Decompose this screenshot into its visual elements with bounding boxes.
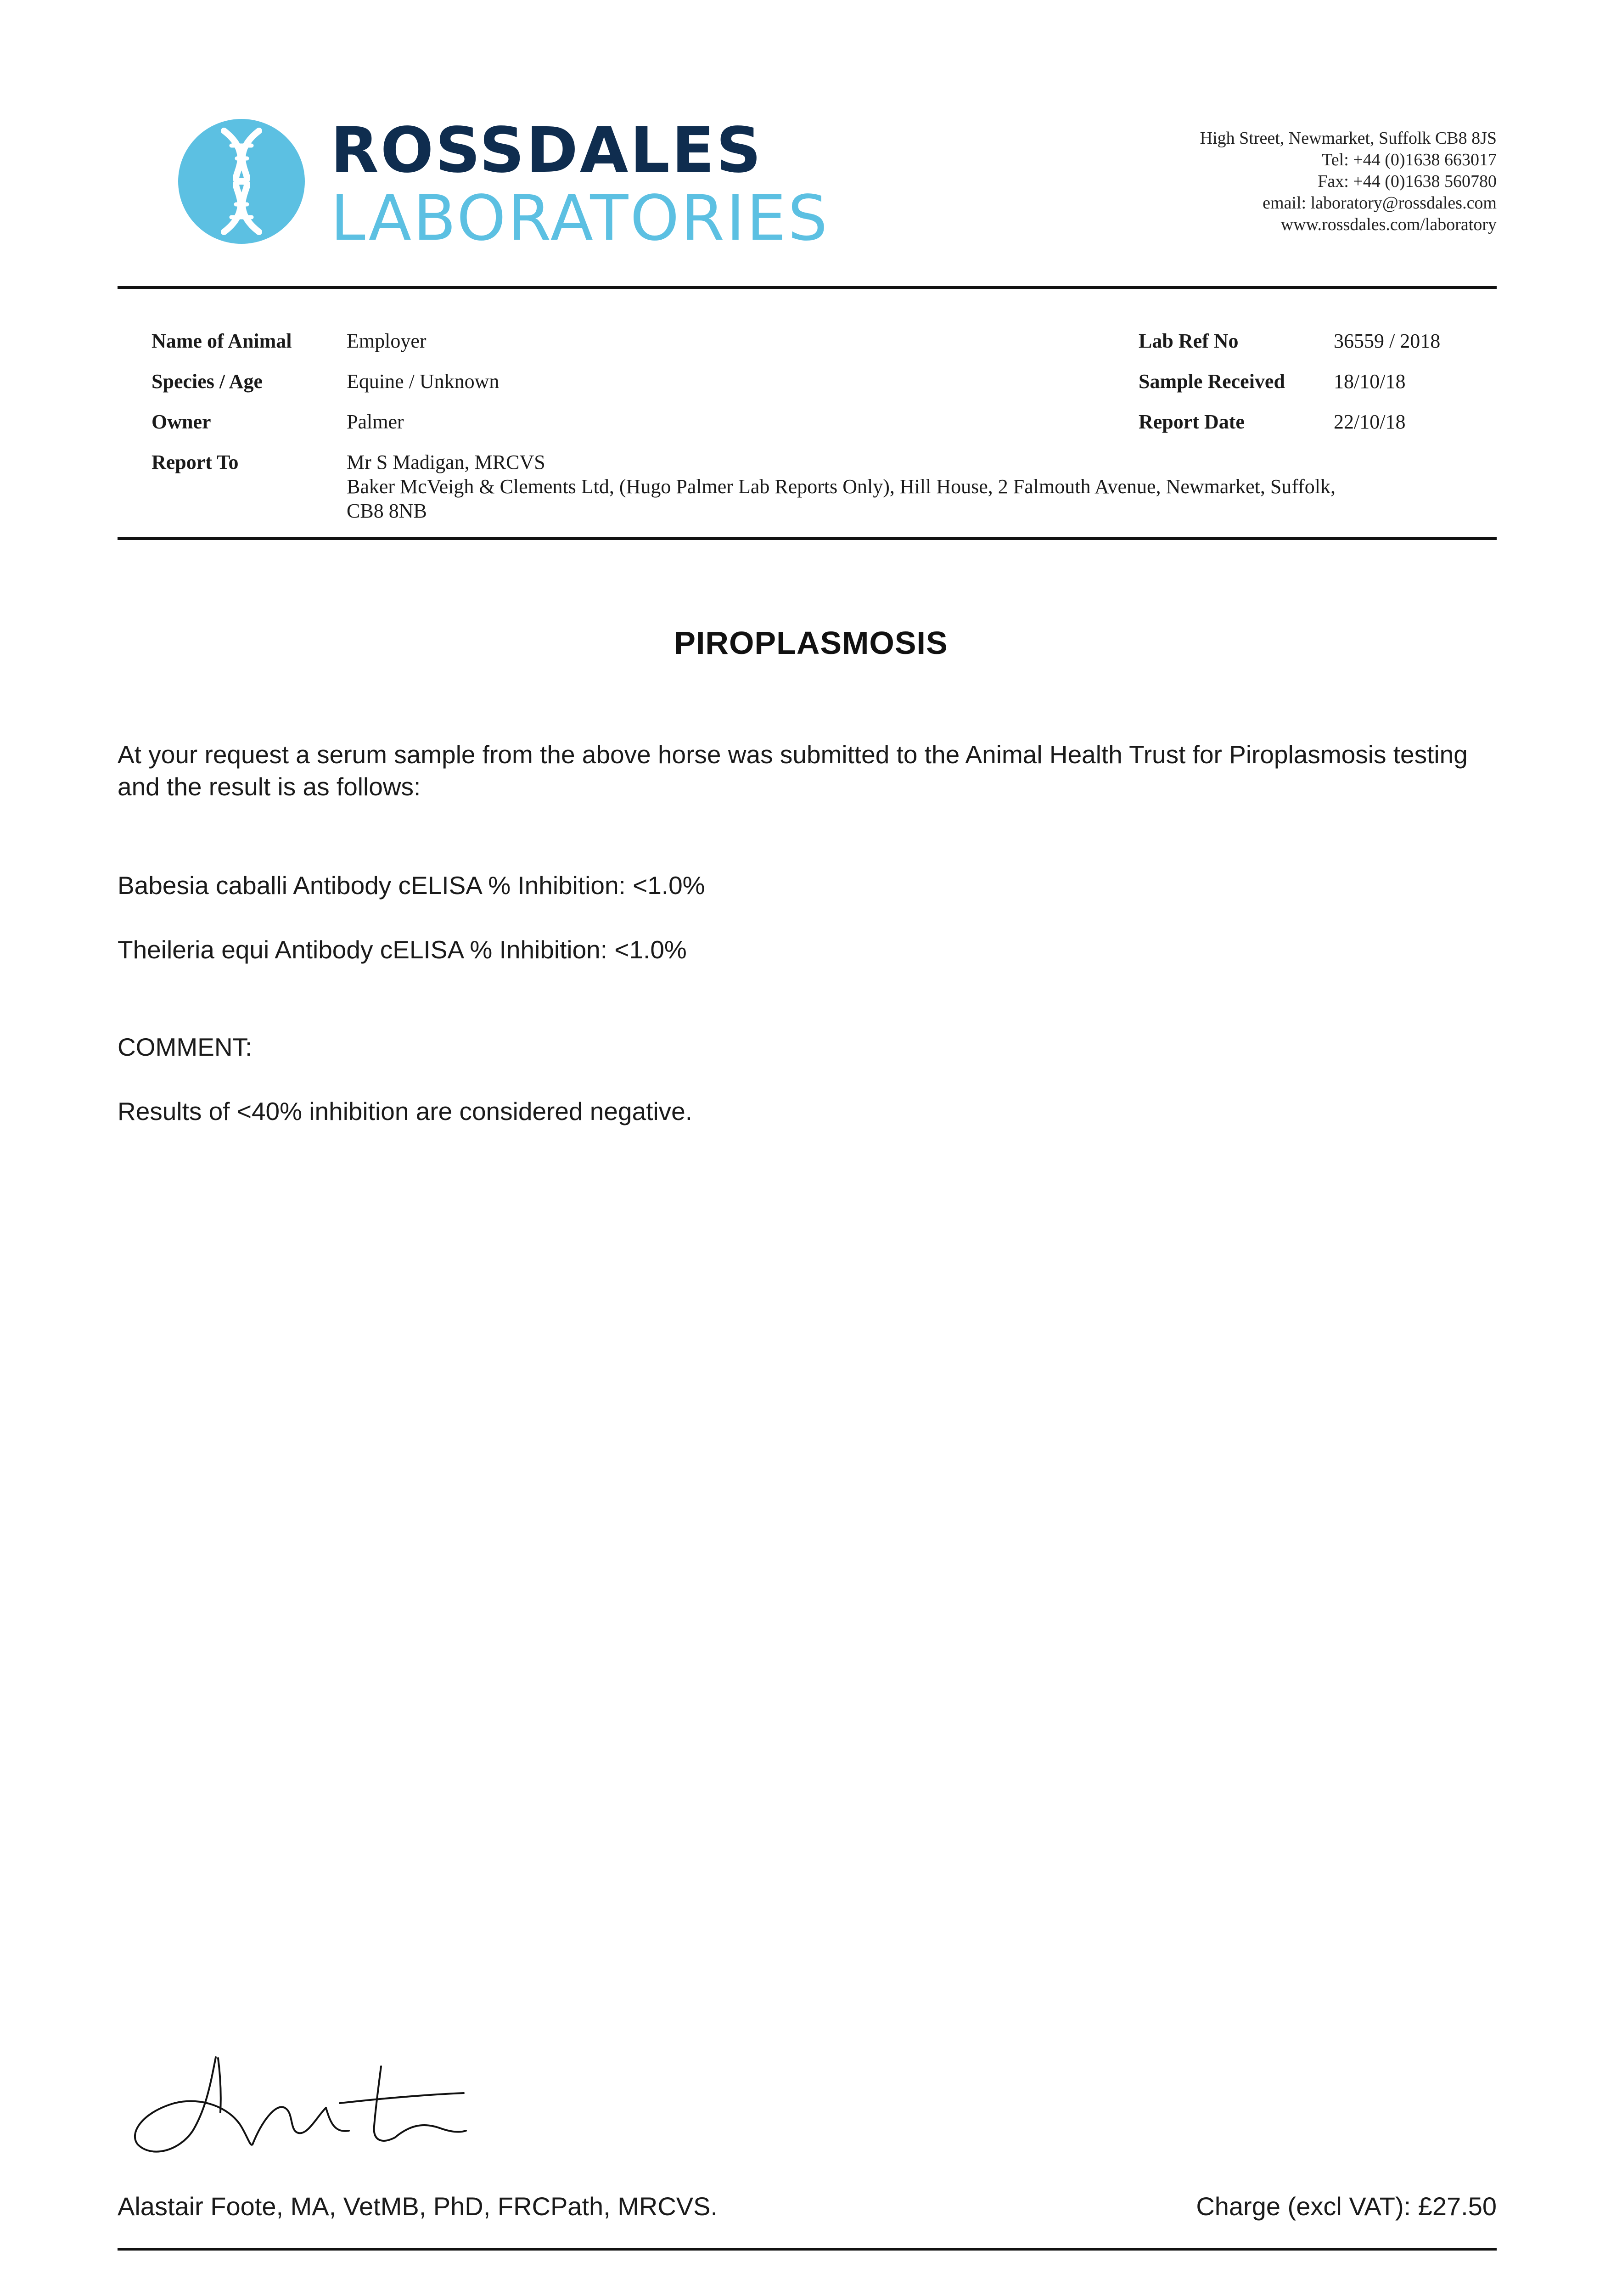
result-babesia: Babesia caballi Antibody cELISA % Inhibition: <1.0%	[118, 871, 705, 900]
telephone: Tel: +44 (0)1638 663017	[1322, 150, 1497, 169]
report-intro: At your request a serum sample from the above horse was submitted to the Animal Health Trust for Piroplasmosis testing and the result is as follows:	[118, 740, 1468, 801]
address: High Street, Newmarket, Suffolk CB8 8JS	[1200, 129, 1497, 148]
charge: Charge (excl VAT): £27.50	[1196, 2192, 1497, 2221]
report-to-name: Mr S Madigan, MRCVS	[347, 451, 545, 473]
lab-ref-label: Lab Ref No	[1139, 330, 1239, 352]
email-link[interactable]: email: laboratory@rossdales.com	[1263, 193, 1497, 213]
species-age-label: Species / Age	[152, 370, 263, 393]
report-to-address: Baker McVeigh & Clements Ltd, (Hugo Palmer Lab Reports Only), Hill House, 2 Falmouth Avenue, Newmarket, Suffolk,	[347, 475, 1336, 498]
brand-subname: LABORATORIES	[331, 182, 830, 255]
report-to-postcode: CB8 8NB	[347, 500, 427, 522]
result-theileria: Theileria equi Antibody cELISA % Inhibition: <1.0%	[118, 935, 687, 964]
name-of-animal-value: Employer	[347, 330, 427, 352]
report-date-label: Report Date	[1139, 411, 1245, 433]
report-date-value: 22/10/18	[1334, 411, 1406, 433]
dna-helix-icon	[173, 117, 310, 246]
info-divider	[118, 537, 1497, 540]
header-divider	[118, 286, 1497, 289]
lab-ref-value: 36559 / 2018	[1334, 330, 1441, 352]
species-age-value: Equine / Unknown	[347, 370, 500, 393]
signatory-name: Alastair Foote, MA, VetMB, PhD, FRCPath, MRCVS.	[118, 2192, 718, 2221]
brand-name: ROSSDALES	[331, 114, 763, 187]
owner-label: Owner	[152, 411, 211, 433]
signature	[124, 2053, 482, 2163]
comment-label: COMMENT:	[118, 1033, 253, 1061]
owner-value: Palmer	[347, 411, 404, 433]
name-of-animal-label: Name of Animal	[152, 330, 292, 352]
comment-text: Results of <40% inhibition are considered negative.	[118, 1097, 693, 1125]
brand-wordmark	[331, 114, 830, 255]
contact-block	[1200, 128, 1497, 236]
footer-divider	[118, 2248, 1497, 2251]
report-to-label: Report To	[152, 451, 239, 473]
fax: Fax: +44 (0)1638 560780	[1318, 172, 1497, 191]
sample-received-label: Sample Received	[1139, 370, 1285, 393]
website-link[interactable]: www.rossdales.com/laboratory	[1280, 215, 1497, 234]
sample-received-value: 18/10/18	[1334, 370, 1406, 393]
report-title: PIROPLASMOSIS	[674, 625, 948, 661]
